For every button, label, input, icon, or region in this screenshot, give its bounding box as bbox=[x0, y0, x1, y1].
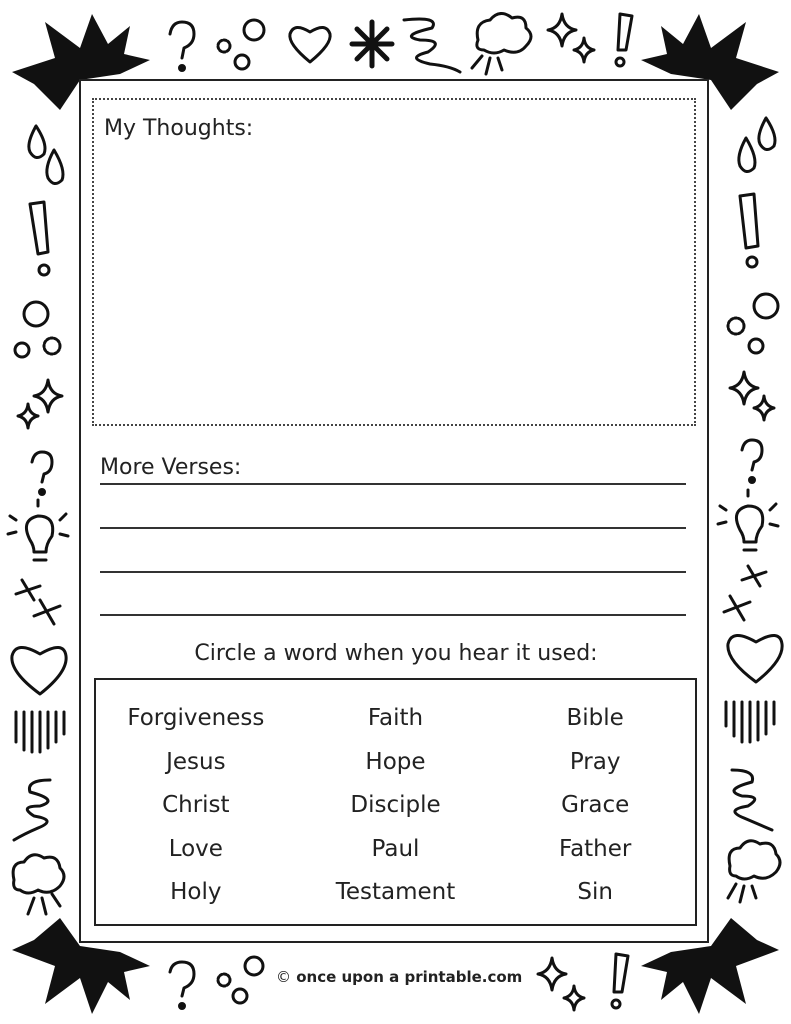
sparkle-icon bbox=[564, 986, 584, 1010]
drops-icon bbox=[29, 126, 45, 158]
word-item[interactable]: Testament bbox=[335, 879, 456, 905]
lightbulb-icon bbox=[8, 500, 68, 536]
sparkle-icon bbox=[538, 958, 566, 990]
word-item[interactable]: Faith bbox=[367, 705, 424, 731]
bubbles-icon bbox=[749, 339, 763, 353]
speed-lines-icon bbox=[726, 702, 774, 742]
word-item[interactable]: Jesus bbox=[166, 748, 226, 775]
cloud-puff-icon bbox=[728, 884, 756, 902]
question-icon bbox=[742, 440, 762, 470]
word-item[interactable]: Forgiveness bbox=[127, 705, 265, 731]
speed-lines-icon bbox=[16, 712, 64, 752]
writing-line[interactable] bbox=[100, 527, 686, 529]
word-item[interactable]: Holy bbox=[170, 879, 222, 905]
word-item[interactable]: Hope bbox=[365, 748, 426, 775]
question-icon bbox=[170, 22, 194, 58]
bubbles-icon bbox=[235, 55, 249, 69]
heart-icon bbox=[290, 27, 330, 62]
bubbles-icon bbox=[244, 20, 264, 40]
lightbulb-icon bbox=[736, 506, 762, 550]
copyright-symbol: © bbox=[276, 968, 291, 986]
cloud-puff-icon bbox=[472, 56, 502, 74]
word-item[interactable]: Bible bbox=[566, 705, 624, 731]
word-item[interactable]: Christ bbox=[162, 792, 230, 818]
drops-icon bbox=[739, 138, 755, 172]
sparkle-icon bbox=[730, 372, 758, 404]
bubbles-icon bbox=[233, 989, 247, 1003]
question-icon bbox=[750, 478, 755, 483]
exclamation-icon bbox=[616, 58, 624, 66]
word-item[interactable]: Pray bbox=[569, 748, 621, 775]
heart-icon bbox=[728, 635, 782, 682]
thoughts-box[interactable] bbox=[92, 98, 696, 426]
footer-text: once upon a printable.com bbox=[296, 968, 523, 986]
spiral-icon bbox=[732, 770, 772, 830]
word-grid bbox=[96, 700, 695, 918]
drops-icon bbox=[47, 150, 63, 184]
cloud-puff-icon bbox=[477, 13, 531, 53]
footer-credit bbox=[276, 968, 522, 986]
circle-words-title: Circle a word when you hear it used: bbox=[194, 641, 598, 666]
cross-marks-icon bbox=[724, 566, 766, 620]
thoughts-label: My Thoughts: bbox=[104, 116, 254, 141]
exclamation-icon bbox=[30, 202, 48, 254]
exclamation-icon bbox=[740, 194, 758, 248]
word-item[interactable]: Father bbox=[558, 835, 632, 862]
cross-marks-icon bbox=[16, 580, 60, 624]
lightbulb-icon bbox=[718, 490, 778, 526]
exclamation-icon bbox=[747, 257, 757, 267]
word-item[interactable]: Love bbox=[168, 835, 223, 862]
exclamation-icon bbox=[39, 265, 49, 275]
cloud-puff-icon bbox=[13, 855, 64, 893]
sparkle-icon bbox=[574, 38, 594, 62]
heart-icon bbox=[12, 647, 66, 694]
drops-icon bbox=[759, 118, 775, 150]
question-icon bbox=[40, 490, 45, 495]
sparkle-icon bbox=[18, 404, 38, 428]
question-icon bbox=[170, 962, 194, 996]
spiral-icon bbox=[404, 19, 460, 72]
exclamation-icon bbox=[612, 1000, 620, 1008]
question-icon bbox=[180, 66, 185, 71]
word-box bbox=[94, 678, 697, 926]
word-item[interactable]: Paul bbox=[371, 835, 420, 862]
verses-label: More Verses: bbox=[100, 455, 242, 480]
cloud-puff-icon bbox=[729, 841, 780, 879]
question-icon bbox=[32, 452, 52, 482]
word-item[interactable]: Sin bbox=[577, 879, 613, 905]
writing-line[interactable] bbox=[100, 571, 686, 573]
exclamation-icon bbox=[618, 14, 632, 50]
bubbles-icon bbox=[218, 40, 230, 52]
word-item[interactable]: Disciple bbox=[350, 792, 441, 818]
bubbles-icon bbox=[754, 294, 778, 318]
bubbles-icon bbox=[218, 974, 230, 986]
sparkle-icon bbox=[548, 14, 576, 46]
exclamation-icon bbox=[614, 954, 628, 992]
writing-line[interactable] bbox=[100, 483, 686, 485]
cloud-puff-icon bbox=[28, 894, 60, 914]
bubbles-icon bbox=[44, 338, 60, 354]
bubbles-icon bbox=[245, 957, 263, 975]
writing-line[interactable] bbox=[100, 614, 686, 616]
sparkle-icon bbox=[754, 396, 774, 420]
spiral-icon bbox=[14, 780, 50, 840]
word-item[interactable]: Grace bbox=[561, 792, 630, 818]
bubbles-icon bbox=[15, 343, 29, 357]
bubbles-icon bbox=[24, 302, 48, 326]
sparkle-icon bbox=[34, 380, 62, 412]
bubbles-icon bbox=[728, 318, 744, 334]
asterisk-icon bbox=[352, 22, 392, 66]
lightbulb-icon bbox=[26, 516, 52, 560]
question-icon bbox=[180, 1004, 185, 1009]
